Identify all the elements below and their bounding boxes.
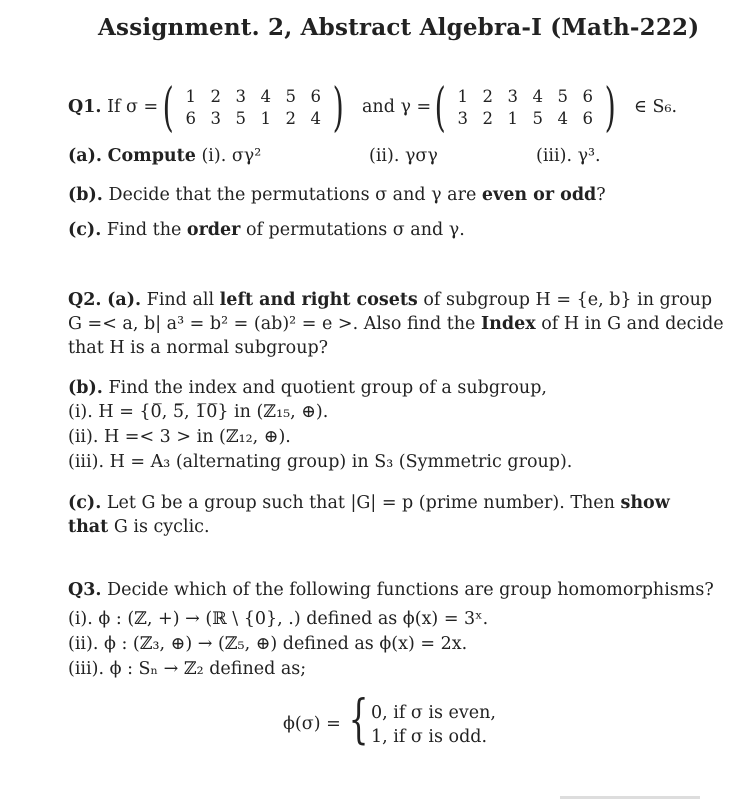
- text: Let G be a group such that |G| = p (prime number). Then: [106, 493, 615, 513]
- sigma-bottom-row: [178, 108, 328, 130]
- bold-text: Index: [480, 314, 536, 334]
- q3-i: (i). ϕ : (ℤ, +) → (ℝ \ {0}, .) defined as ϕ(x) = 3ˣ.: [68, 609, 489, 629]
- q1-part-b: [68, 185, 606, 205]
- sigma-top-cell: 4: [260, 87, 272, 106]
- q1-a-i: (i). σγ²: [201, 146, 262, 166]
- gamma-top-cell: 2: [482, 87, 494, 106]
- gamma-bottom-cell: 5: [532, 109, 544, 128]
- q1-and-gamma: and γ =: [362, 97, 432, 117]
- part-label: (a).: [68, 146, 102, 166]
- gamma-top-row: [450, 86, 600, 108]
- part-label: (c).: [68, 220, 102, 240]
- sigma-top-row: [178, 86, 328, 108]
- gamma-bottom-cell: 6: [582, 109, 594, 128]
- gamma-bottom-row: [450, 108, 600, 130]
- q2-c-line2: [68, 517, 210, 537]
- q2-a-line3: that H is a normal subgroup?: [68, 338, 329, 358]
- gamma-bottom-cell: 4: [557, 109, 569, 128]
- phi-lhs: ϕ(σ) =: [283, 714, 341, 734]
- q2-b-iii: (iii). H = A₃ (alternating group) in S₃ (Symmetric group).: [68, 452, 573, 472]
- bold-text: order: [186, 220, 241, 240]
- sigma-top-cell: 3: [235, 87, 247, 106]
- gamma-top-cell: 5: [557, 87, 569, 106]
- q1-if-sigma: If σ =: [107, 97, 159, 117]
- phi-case-2: 1, if σ is odd.: [371, 727, 488, 747]
- bold-text: show: [620, 493, 670, 513]
- gamma-rows: [450, 86, 600, 130]
- q3-label: Q3.: [68, 580, 102, 600]
- phi-case-1: 0, if σ is even,: [371, 703, 496, 723]
- right-paren-icon: ): [604, 78, 617, 138]
- text: Find all: [146, 290, 215, 310]
- sigma-bottom-cell: 3: [210, 109, 222, 128]
- gamma-top-cell: 4: [532, 87, 544, 106]
- gamma-top-cell: 3: [507, 87, 519, 106]
- q2-a-line2: [68, 314, 724, 334]
- text: ?: [596, 185, 606, 205]
- sigma-top-cell: 6: [310, 87, 322, 106]
- q1-part-c: [68, 220, 465, 240]
- bold-text: even or odd: [481, 185, 597, 205]
- q2-part-b: [68, 378, 547, 398]
- gamma-bottom-cell: 3: [457, 109, 469, 128]
- text: Decide which of the following functions are group homomorphisms?: [107, 580, 714, 600]
- right-paren-icon: ): [332, 78, 345, 138]
- text: of H in G and decide: [541, 314, 724, 334]
- left-brace-icon: {: [348, 690, 369, 750]
- q3-iii: (iii). ϕ : Sₙ → ℤ₂ defined as;: [68, 659, 307, 679]
- sigma-bottom-cell: 6: [185, 109, 197, 128]
- sigma-bottom-cell: 5: [235, 109, 247, 128]
- text: Decide that the permutations σ and γ are: [108, 185, 477, 205]
- sigma-bottom-cell: 2: [285, 109, 297, 128]
- gamma-matrix: [430, 78, 621, 138]
- q3-ii: (ii). ϕ : (ℤ₃, ⊕) → (ℤ₅, ⊕) defined as ϕ(x) = 2x.: [68, 634, 468, 654]
- q1-a-ii: (ii). γσγ: [369, 146, 438, 166]
- sigma-rows: [178, 86, 328, 130]
- part-label: (b).: [68, 185, 103, 205]
- sigma-top-cell: 1: [185, 87, 197, 106]
- q2-b-i: (i). H = {0̅, 5̅, 1̅0̅} in (ℤ₁₅, ⊕).: [68, 402, 329, 422]
- text: Find the: [106, 220, 182, 240]
- gamma-bottom-cell: 2: [482, 109, 494, 128]
- q2-c-line1: [68, 493, 670, 513]
- q3-intro: [68, 580, 714, 600]
- sigma-top-cell: 5: [285, 87, 297, 106]
- gamma-bottom-cell: 1: [507, 109, 519, 128]
- q2-a-line1: [68, 290, 712, 310]
- left-paren-icon: (: [162, 78, 174, 138]
- q1-intro: [68, 97, 158, 117]
- sigma-matrix: [158, 78, 349, 138]
- text: G is cyclic.: [113, 517, 210, 537]
- q2-label: Q2.: [68, 290, 102, 310]
- q2-b-ii: (ii). H =< 3 > in (ℤ₁₂, ⊕).: [68, 427, 291, 447]
- q1-a-iii: (iii). γ³.: [536, 146, 601, 166]
- bold-text: Compute: [107, 146, 196, 166]
- part-label: (c).: [68, 493, 102, 513]
- part-label: (a).: [107, 290, 142, 310]
- q1-part-a: [68, 146, 261, 166]
- bold-text: left and right cosets: [219, 290, 418, 310]
- gamma-top-cell: 1: [457, 87, 469, 106]
- left-paren-icon: (: [434, 78, 446, 138]
- text: Find the index and quotient group of a subgroup,: [108, 378, 547, 398]
- text: of subgroup H = {e, b} in group: [423, 290, 713, 310]
- q1-label: Q1.: [68, 97, 102, 117]
- sigma-bottom-cell: 1: [260, 109, 272, 128]
- bold-text: that: [68, 517, 109, 537]
- text: of permutations σ and γ.: [245, 220, 465, 240]
- page-title: Assignment. 2, Abstract Algebra-I (Math-222): [98, 14, 700, 41]
- q1-in-s6: ∈ S₆.: [634, 97, 678, 117]
- sigma-bottom-cell: 4: [310, 109, 322, 128]
- text: G =< a, b| a³ = b² = (ab)² = e >. Also find the: [68, 314, 476, 334]
- part-label: (b).: [68, 378, 103, 398]
- sigma-top-cell: 2: [210, 87, 222, 106]
- gamma-top-cell: 6: [582, 87, 594, 106]
